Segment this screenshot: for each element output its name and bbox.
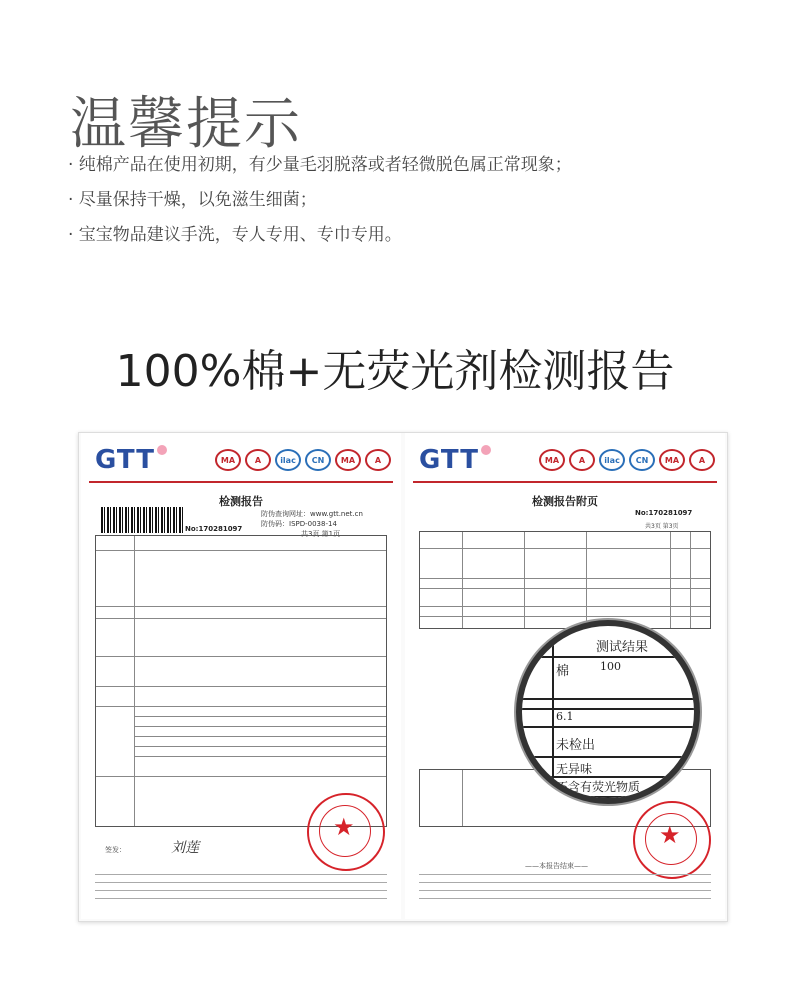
- barcode-icon: [101, 507, 183, 533]
- magnifier-lens: [516, 620, 700, 804]
- test-report-page: [81, 433, 401, 919]
- report-header: [413, 443, 717, 477]
- cma-mark-icon: MA: [215, 449, 241, 471]
- gtt-logo: GTT: [95, 445, 167, 475]
- cnas-mark-icon: CN: [305, 449, 331, 471]
- cma-mark-icon: MA: [659, 449, 685, 471]
- certification-marks: [539, 449, 715, 471]
- report-end-mark: ——本报告结束——: [525, 862, 588, 870]
- cal-mark-icon: A: [245, 449, 271, 471]
- header-divider: [413, 481, 717, 483]
- report-number: No:170281097: [635, 509, 693, 517]
- cal-mark-icon: A: [365, 449, 391, 471]
- report-title: 100%棉+无荧光剂检测报告: [115, 346, 675, 397]
- anti-fake-code: 防伪码：ISPD-0038-14: [261, 520, 337, 528]
- odor-result: 无异味: [556, 762, 593, 776]
- sign-label: 签发：: [105, 846, 126, 854]
- inspection-stamp-icon: ★: [307, 793, 385, 871]
- ph-value: 6.1: [556, 710, 574, 723]
- page-title: 温馨提示: [70, 91, 302, 157]
- fluorescent-result: 不含有荧光物质: [556, 780, 641, 794]
- certification-marks: [215, 449, 391, 471]
- page-count: 共3页 第1页: [301, 530, 341, 538]
- cma-mark-icon: MA: [335, 449, 361, 471]
- report-header: [89, 443, 393, 477]
- signature: 刘莲: [171, 840, 199, 856]
- report-table: [95, 535, 387, 827]
- cal-mark-icon: A: [569, 449, 595, 471]
- website-label: 防伪查询网址：www.gtt.net.cn: [261, 510, 363, 518]
- report-heading: 检测报告: [219, 495, 263, 508]
- cotton-value: 100: [600, 660, 621, 673]
- tip-item: · 纯棉产品在使用初期，有少量毛羽脱落或者轻微脱色属正常现象；: [68, 155, 572, 175]
- appendix-table: [419, 531, 711, 629]
- cotton-label: 棉: [556, 664, 570, 679]
- tip-item: · 宝宝物品建议手洗，专人专用、专巾专用。: [68, 225, 402, 245]
- formaldehyde-result: 未检出: [556, 738, 596, 753]
- cnas-mark-icon: CN: [629, 449, 655, 471]
- ilac-mark-icon: ilac: [599, 449, 625, 471]
- report-footer: [95, 871, 387, 901]
- report-heading: 检测报告附页: [532, 495, 598, 508]
- page-count: 共3页 第3页: [645, 523, 679, 530]
- report-footer: [419, 871, 711, 901]
- cma-mark-icon: MA: [539, 449, 565, 471]
- ilac-mark-icon: ilac: [275, 449, 301, 471]
- gtt-logo: GTT: [419, 445, 491, 475]
- result-header: 测试结果: [596, 640, 649, 655]
- cal-mark-icon: A: [689, 449, 715, 471]
- tip-item: · 尽量保持干燥，以免滋生细菌；: [68, 190, 317, 210]
- header-divider: [89, 481, 393, 483]
- report-number: No:170281097: [185, 525, 243, 533]
- tips-list: [68, 148, 572, 253]
- inspection-stamp-icon: ★: [633, 801, 711, 879]
